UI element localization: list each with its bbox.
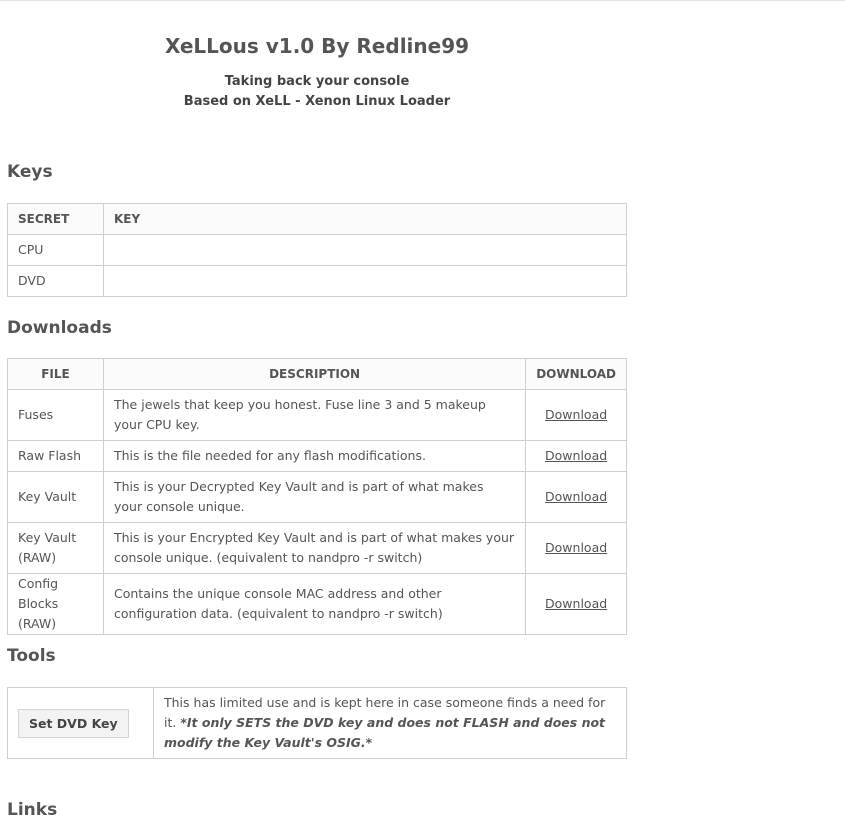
file-description: Contains the unique console MAC address and other configuration data. (equivalent to nandpro -r switch) <box>104 574 526 635</box>
table-row <box>8 523 627 574</box>
tool-description-cell <box>154 688 627 759</box>
col-download: DOWNLOAD <box>526 359 627 390</box>
keys-table <box>7 203 627 297</box>
tool-description: This has limited use and is kept here in case someone finds a need for it. <box>164 695 606 730</box>
downloads-table <box>7 358 627 635</box>
downloads-heading: Downloads <box>7 318 112 338</box>
links-heading: Links <box>7 800 58 820</box>
col-file: FILE <box>8 359 104 390</box>
secret-cpu: CPU <box>8 235 104 266</box>
file-name: Raw Flash <box>8 441 104 472</box>
subtitle-line-1: Taking back your console <box>224 74 410 89</box>
col-key: KEY <box>104 204 627 235</box>
file-description: This is your Encrypted Key Vault and is part of what makes your console unique. (equivalent to nandpro -r switch) <box>104 523 526 574</box>
table-row <box>8 266 627 297</box>
file-name: Key Vault <box>8 472 104 523</box>
download-raw-flash-link[interactable]: Download <box>545 448 608 463</box>
table-header-row <box>8 359 627 390</box>
secret-dvd: DVD <box>8 266 104 297</box>
download-config-blocks-link[interactable]: Download <box>545 596 608 611</box>
table-row <box>8 574 627 635</box>
download-key-vault-raw-link[interactable]: Download <box>545 540 608 555</box>
col-description: DESCRIPTION <box>104 359 526 390</box>
tools-heading: Tools <box>7 646 56 666</box>
file-description: The jewels that keep you honest. Fuse line 3 and 5 makeup your CPU key. <box>104 390 526 441</box>
col-secret: SECRET <box>8 204 104 235</box>
download-key-vault-link[interactable]: Download <box>545 489 608 504</box>
top-divider <box>0 0 845 1</box>
subtitle-line-2: Based on XeLL - Xenon Linux Loader <box>183 94 451 109</box>
table-row <box>8 390 627 441</box>
download-fuses-link[interactable]: Download <box>545 407 608 422</box>
table-row <box>8 235 627 266</box>
tools-table <box>7 687 627 759</box>
file-description: This is your Decrypted Key Vault and is part of what makes your console unique. <box>104 472 526 523</box>
page-title: XeLLous v1.0 By Redline99 <box>164 34 470 58</box>
key-cpu-value <box>104 235 627 266</box>
file-description: This is the file needed for any flash modifications. <box>104 441 526 472</box>
tool-note: *It only SETS the DVD key and does not FLASH and does not modify the Key Vault's OSIG.* <box>164 715 606 750</box>
table-row <box>8 688 627 759</box>
key-dvd-value <box>104 266 627 297</box>
table-header-row <box>8 204 627 235</box>
file-name: Config Blocks (RAW) <box>8 574 104 635</box>
set-dvd-key-button[interactable]: Set DVD Key <box>18 709 129 738</box>
file-name: Fuses <box>8 390 104 441</box>
file-name: Key Vault (RAW) <box>8 523 104 574</box>
keys-heading: Keys <box>7 162 53 182</box>
table-row <box>8 472 627 523</box>
table-row <box>8 441 627 472</box>
page-header <box>7 30 627 112</box>
